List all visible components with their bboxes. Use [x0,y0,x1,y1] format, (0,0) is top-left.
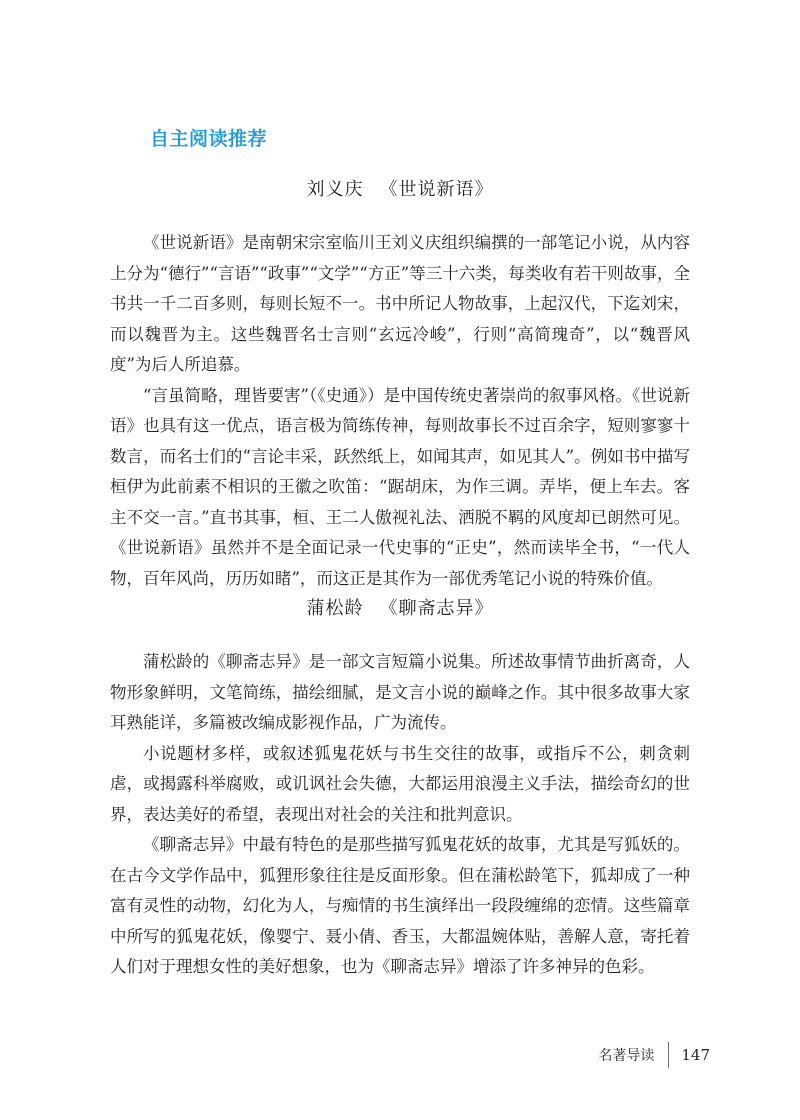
book-intro-liaozhai [110,647,690,983]
book-title-shishuo [110,175,690,201]
paragraph: “言虽简略，理皆要害”（《史通》）是中国传统史著崇尚的叙事风格。《世说新语》也具有这一优点，语言极为简练传神，每则故事长不过百余字，短则寥寥十数言，而名士们的“言论丰采，跃然纸上，如闻其声，如见其人”。例如书中描写桓伊为此前素不相识的王徽之吹笛：“踞胡床，为作三调。弄毕，便上车去。客主不交一言。”直书其事，桓、王二人傲视礼法、洒脱不羁的风度却已朗然可见。《世说新语》虽然并不是全面记录一代史事的“正史”，然而读毕全书，“一代人物，百年风尚，历历如睹”，而这正是其作为一部优秀笔记小说的特殊价值。 [110,385,690,588]
paragraph: 小说题材多样，或叙述狐鬼花妖与书生交往的故事，或指斥不公，刺贪刺虐，或揭露科举腐败，或讥讽社会失德，大都运用浪漫主义手法，描绘奇幻的世界，表达美好的希望，表现出对社会的关注和批判意识。 [110,743,690,824]
book-intro-shishuo [110,228,690,594]
book-name: 《世说新语》 [379,179,494,200]
section-heading: 自主阅读推荐 [150,128,268,150]
book-author: 蒲松龄 [306,598,364,619]
page-number: 147 [681,1046,710,1064]
paragraph: 蒲松龄的《聊斋志异》是一部文言短篇小说集。所述故事情节曲折离奇，人物形象鲜明，文笔简练，描绘细腻，是文言小说的巅峰之作。其中很多故事大家耳熟能详，多篇被改编成影视作品，广为流传。 [110,652,690,732]
book-title-liaozhai [110,594,690,620]
paragraph: 《世说新语》是南朝宋宗室临川王刘义庆组织编撰的一部笔记小说，从内容上分为“德行”“言语”“政事”“文学”“方正”等三十六类，每类收有若干则故事，全书共一千二百多则，每则长短不一。书中所记人物故事，上起汉代，下迄刘宋，而以魏晋为主。这些魏晋名士言则“玄远冷峻”，行则“高简瑰奇”，以“魏晋风度”为后人所追慕。 [110,233,690,374]
page-footer [598,1042,710,1068]
book-name: 《聊斋志异》 [379,598,494,619]
paragraph: 《聊斋志异》中最有特色的是那些描写狐鬼花妖的故事，尤其是写狐妖的。在古今文学作品中，狐狸形象往往是反面形象。但在蒲松龄笔下，狐却成了一种富有灵性的动物，幻化为人，与痴情的书生演绎出一段段缠绵的恋情。这些篇章中所写的狐鬼花妖，像婴宁、聂小倩、香玉，大都温婉体贴，善解人意，寄托着人们对于理想女性的美好想象，也为《聊斋志异》增添了许多神异的色彩。 [110,835,690,976]
book-author: 刘义庆 [306,179,364,200]
footer-divider [668,1042,669,1068]
footer-label: 名著导读 [598,1048,655,1064]
